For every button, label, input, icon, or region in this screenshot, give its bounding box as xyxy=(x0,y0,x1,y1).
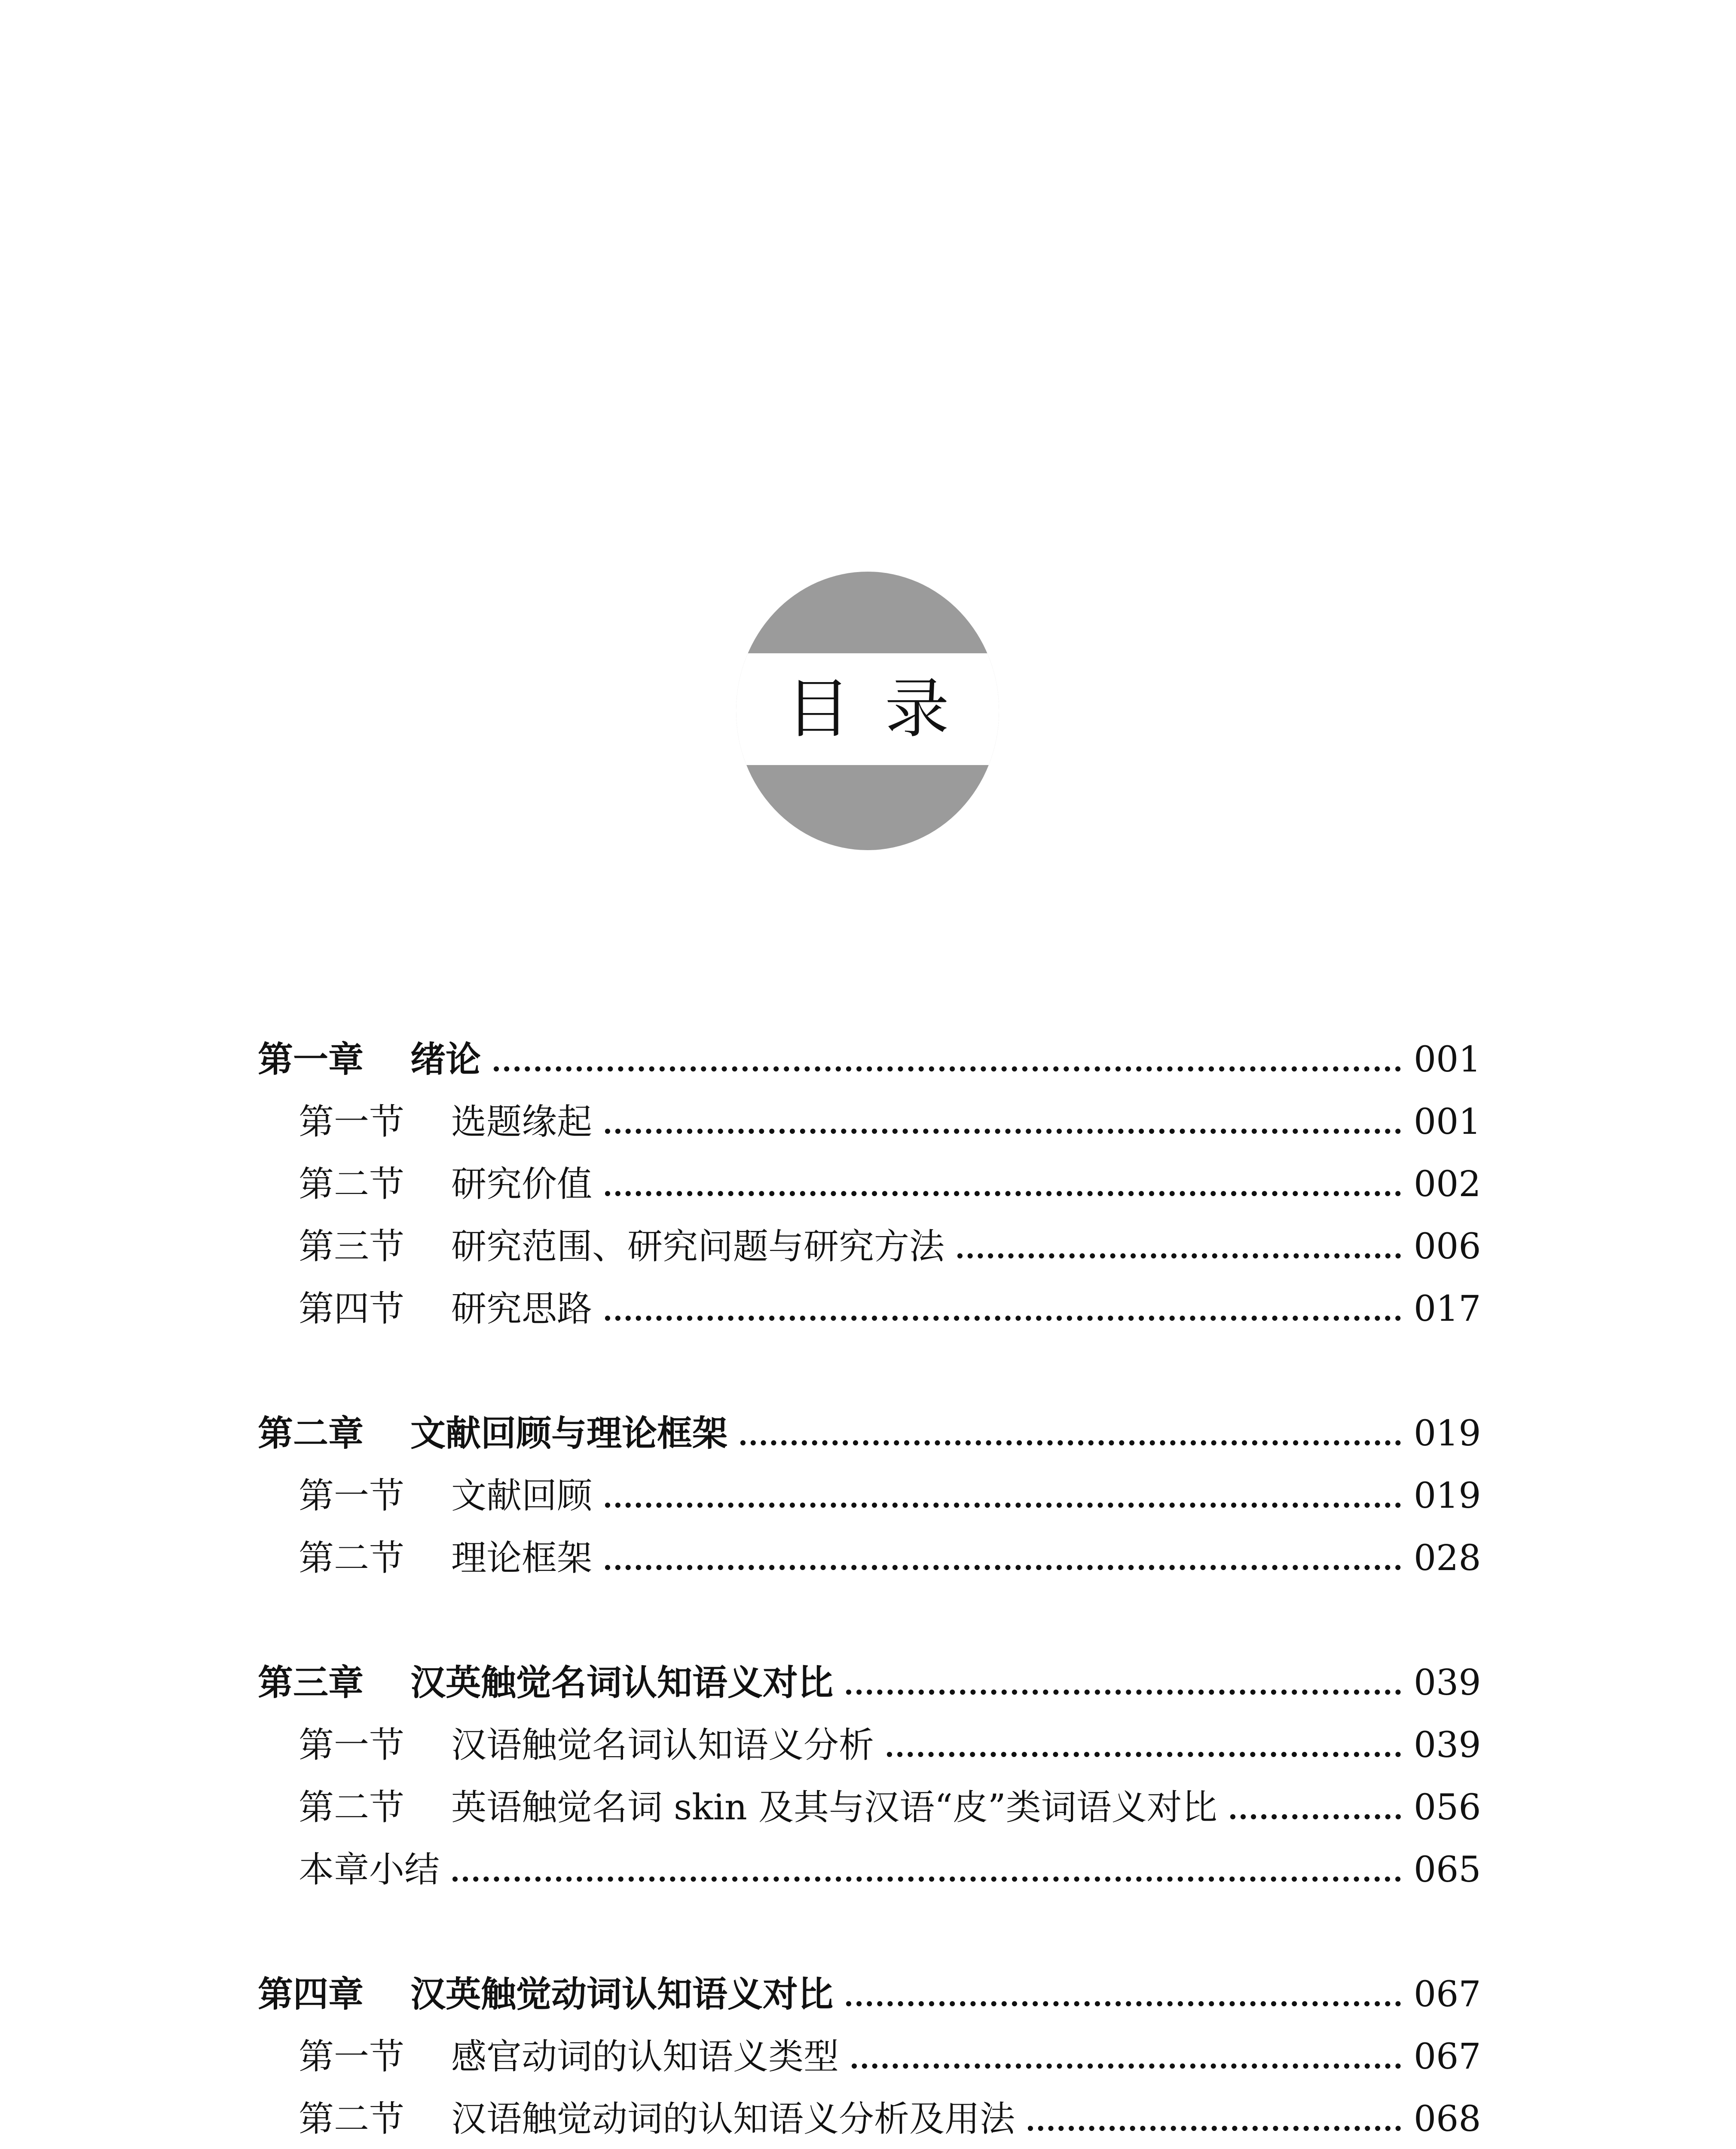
section-title: 理论框架 xyxy=(451,1538,593,1579)
page-number: 001 xyxy=(1414,1102,1481,1142)
dot-leader xyxy=(452,1877,1401,1882)
section-title: 本章小结 xyxy=(299,1849,440,1890)
section-label: 第一节 xyxy=(299,2036,405,2077)
page-number: 019 xyxy=(1414,1476,1481,1516)
toc-section[interactable] xyxy=(258,1779,1481,1842)
section-label: 第一节 xyxy=(299,1102,405,1142)
dot-leader xyxy=(846,1690,1401,1695)
page-number: 017 xyxy=(1414,1289,1481,1329)
dot-leader xyxy=(957,1253,1401,1258)
toc-section[interactable] xyxy=(258,1094,1481,1156)
chapter-title: 汉英触觉动词认知语义对比 xyxy=(410,1974,834,2015)
chapter-gap xyxy=(258,1343,1478,1405)
chapter-label: 第一章 xyxy=(258,1039,364,1080)
page-number: 067 xyxy=(1414,1974,1481,2015)
page-number: 068 xyxy=(1414,2099,1481,2140)
dot-leader xyxy=(605,1503,1401,1508)
page-number: 028 xyxy=(1414,1538,1481,1579)
section-label: 第一节 xyxy=(299,1476,405,1516)
title-badge xyxy=(736,572,999,850)
page-number: 065 xyxy=(1414,1849,1481,1890)
dot-leader xyxy=(846,2001,1401,2006)
table-of-contents xyxy=(258,1032,1481,2149)
toc-section[interactable] xyxy=(258,2029,1481,2091)
toc-chapter-4[interactable] xyxy=(258,1966,1481,2029)
section-title: 研究价值 xyxy=(451,1164,593,1205)
dot-leader xyxy=(605,1565,1401,1570)
toc-section[interactable] xyxy=(258,1218,1481,1281)
page-number: 067 xyxy=(1414,2036,1481,2077)
section-title: 感官动词的认知语义类型 xyxy=(451,2036,839,2077)
dot-leader xyxy=(605,1191,1401,1196)
chapter-title: 绪论 xyxy=(410,1039,481,1080)
dot-leader xyxy=(1028,2126,1401,2131)
page-number: 039 xyxy=(1414,1662,1481,1703)
toc-section[interactable] xyxy=(258,1156,1481,1218)
section-title: 研究范围、研究问题与研究方法 xyxy=(451,1226,945,1267)
toc-section[interactable] xyxy=(258,1530,1481,1592)
page-number: 001 xyxy=(1414,1039,1481,1080)
section-label: 第二节 xyxy=(299,2099,405,2140)
section-label: 第二节 xyxy=(299,1787,405,1828)
toc-section[interactable] xyxy=(258,1717,1481,1779)
section-label: 第二节 xyxy=(299,1538,405,1579)
chapter-gap xyxy=(258,1904,1478,1966)
section-title: 英语触觉名词 skin 及其与汉语“皮”类词语义对比 xyxy=(451,1787,1217,1828)
dot-leader xyxy=(605,1129,1401,1134)
dot-leader xyxy=(605,1316,1401,1321)
chapter-gap xyxy=(258,1592,1478,1655)
page-number: 006 xyxy=(1414,1226,1481,1267)
page-number: 039 xyxy=(1414,1725,1481,1766)
section-label: 第三节 xyxy=(299,1226,405,1267)
dot-leader xyxy=(494,1066,1401,1071)
dot-leader xyxy=(887,1752,1401,1757)
toc-section[interactable] xyxy=(258,1281,1481,1343)
toc-chapter-3[interactable] xyxy=(258,1655,1481,1717)
dot-leader xyxy=(740,1440,1401,1445)
section-title: 文献回顾 xyxy=(451,1476,593,1516)
page-title: 目录 xyxy=(785,672,984,747)
toc-section[interactable] xyxy=(258,2091,1481,2149)
page-number: 056 xyxy=(1414,1787,1481,1828)
section-title: 汉语触觉动词的认知语义分析及用法 xyxy=(451,2099,1015,2140)
section-label: 第四节 xyxy=(299,1289,405,1329)
toc-chapter-2[interactable] xyxy=(258,1405,1481,1468)
chapter-label: 第四章 xyxy=(258,1974,364,2015)
chapter-label: 第三章 xyxy=(258,1662,364,1703)
chapter-label: 第二章 xyxy=(258,1413,364,1454)
toc-section[interactable] xyxy=(258,1468,1481,1530)
toc-section[interactable] xyxy=(258,1842,1481,1904)
section-title: 选题缘起 xyxy=(451,1102,593,1142)
chapter-title: 文献回顾与理论框架 xyxy=(410,1413,728,1454)
section-title: 汉语触觉名词认知语义分析 xyxy=(451,1725,874,1766)
chapter-title: 汉英触觉名词认知语义对比 xyxy=(410,1662,834,1703)
page-number: 019 xyxy=(1414,1413,1481,1454)
toc-chapter-1[interactable] xyxy=(258,1032,1481,1094)
page-number: 002 xyxy=(1414,1164,1481,1205)
section-title: 研究思路 xyxy=(451,1289,593,1329)
section-label: 第一节 xyxy=(299,1725,405,1766)
dot-leader xyxy=(852,2063,1401,2069)
section-label: 第二节 xyxy=(299,1164,405,1205)
dot-leader xyxy=(1230,1814,1401,1819)
